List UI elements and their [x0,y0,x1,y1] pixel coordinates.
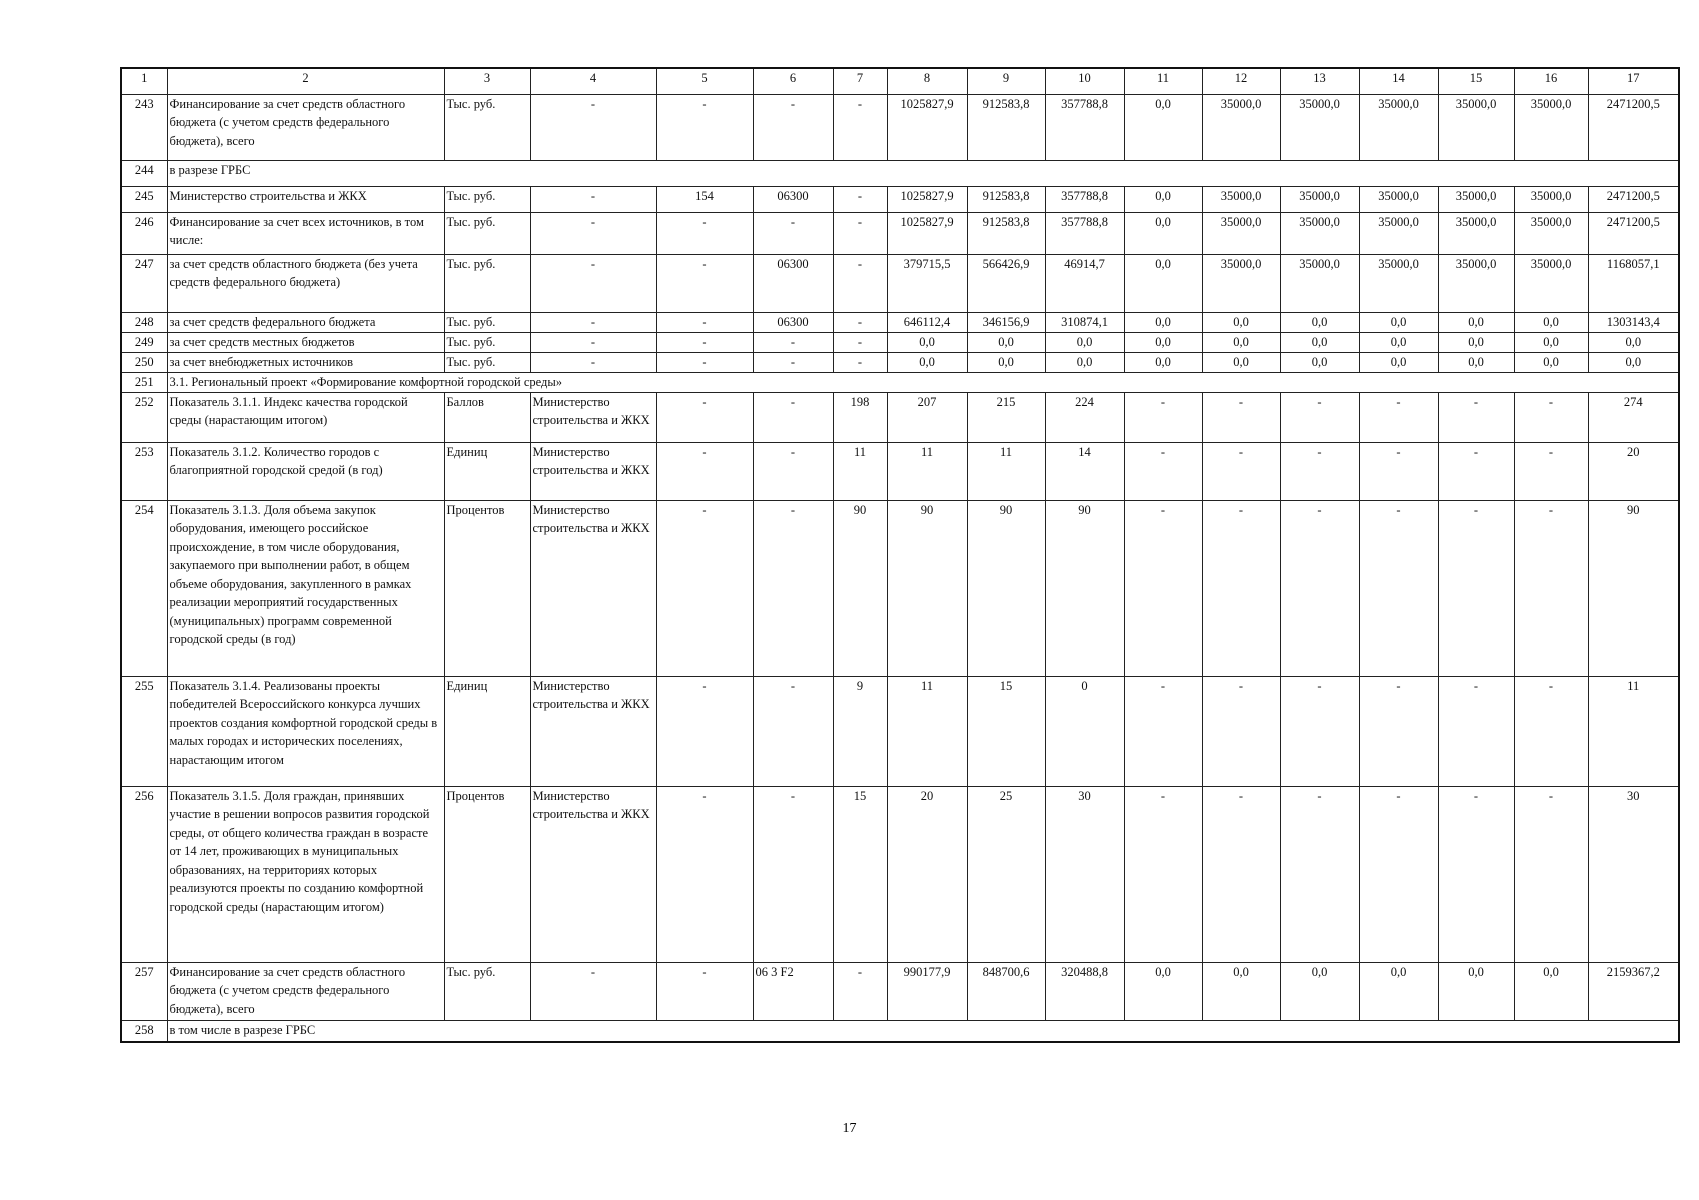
row-number-cell: 251 [121,372,167,392]
row-number-cell: 254 [121,500,167,676]
value-cell: Тыс. руб. [444,962,530,1020]
value-cell: 0,0 [1124,94,1202,160]
value-cell: 0,0 [1124,254,1202,312]
value-cell: - [1280,392,1359,442]
value-cell: 2471200,5 [1588,94,1679,160]
value-cell: - [833,254,887,312]
value-cell: 848700,6 [967,962,1045,1020]
value-cell: Тыс. руб. [444,186,530,212]
value-cell: 0,0 [1124,352,1202,372]
row-name-cell: Показатель 3.1.4. Реализованы проекты победителей Всероссийского конкурса лучших проектов создания комфортной городской среды в малых городах и исторических поселениях, нарастающим итогом [167,676,444,786]
value-cell: 90 [887,500,967,676]
column-header: 10 [1045,68,1124,94]
row-name-cell: в разрезе ГРБС [167,160,1679,186]
value-cell: 35000,0 [1202,212,1280,254]
value-cell: - [1359,442,1438,500]
value-cell: - [753,786,833,962]
value-cell: 0,0 [1359,312,1438,332]
value-cell: 35000,0 [1280,186,1359,212]
value-cell: - [1438,500,1514,676]
value-cell: 15 [967,676,1045,786]
value-cell: 20 [887,786,967,962]
value-cell: 357788,8 [1045,212,1124,254]
value-cell: 0,0 [1202,962,1280,1020]
row-number-cell: 246 [121,212,167,254]
value-cell: 1168057,1 [1588,254,1679,312]
value-cell: 0,0 [1438,312,1514,332]
table-row [121,312,1679,332]
value-cell: - [1438,442,1514,500]
value-cell: - [1514,786,1588,962]
row-name-cell: за счет средств областного бюджета (без учета средств федерального бюджета) [167,254,444,312]
value-cell: 0,0 [1124,312,1202,332]
value-cell: - [833,312,887,332]
value-cell: 198 [833,392,887,442]
row-name-cell: Финансирование за счет средств областного бюджета (с учетом средств федерального бюджета), всего [167,962,444,1020]
value-cell: 35000,0 [1359,254,1438,312]
value-cell: 25 [967,786,1045,962]
row-number-cell: 258 [121,1020,167,1042]
row-name-cell: за счет средств местных бюджетов [167,332,444,352]
row-name-cell: Финансирование за счет всех источников, в том числе: [167,212,444,254]
row-number-cell: 257 [121,962,167,1020]
value-cell: 11 [887,676,967,786]
value-cell: 0,0 [1588,352,1679,372]
value-cell: - [1359,786,1438,962]
value-cell: 35000,0 [1280,254,1359,312]
value-cell: 35000,0 [1514,254,1588,312]
value-cell: - [656,352,753,372]
document-page [120,67,1658,1043]
value-cell: - [530,332,656,352]
value-cell: 90 [1045,500,1124,676]
value-cell: - [1124,676,1202,786]
value-cell: 35000,0 [1280,212,1359,254]
value-cell: 35000,0 [1438,94,1514,160]
value-cell: 11 [833,442,887,500]
value-cell: - [530,186,656,212]
page-number: 17 [842,1121,857,1136]
value-cell: 0,0 [1514,962,1588,1020]
value-cell: - [530,254,656,312]
value-cell: - [1359,500,1438,676]
value-cell: Единиц [444,676,530,786]
value-cell: 1303143,4 [1588,312,1679,332]
row-name-cell: в том числе в разрезе ГРБС [167,1020,1679,1042]
value-cell: 35000,0 [1514,186,1588,212]
table-row [121,392,1679,442]
value-cell: 9 [833,676,887,786]
column-header: 5 [656,68,753,94]
value-cell: Тыс. руб. [444,332,530,352]
value-cell: - [1280,786,1359,962]
value-cell: - [1438,392,1514,442]
value-cell: 35000,0 [1202,186,1280,212]
value-cell: - [1359,392,1438,442]
value-cell: Процентов [444,786,530,962]
value-cell: - [1280,500,1359,676]
value-cell: - [530,962,656,1020]
row-number-cell: 248 [121,312,167,332]
column-header: 11 [1124,68,1202,94]
value-cell: - [1514,392,1588,442]
value-cell: - [530,352,656,372]
column-header: 15 [1438,68,1514,94]
column-header: 7 [833,68,887,94]
value-cell: 346156,9 [967,312,1045,332]
value-cell: Тыс. руб. [444,94,530,160]
table-row [121,254,1679,312]
column-header: 14 [1359,68,1438,94]
value-cell: 0,0 [1124,962,1202,1020]
value-cell: 0,0 [1045,352,1124,372]
value-cell: 14 [1045,442,1124,500]
value-cell: - [1438,676,1514,786]
value-cell: 11 [887,442,967,500]
value-cell: - [753,212,833,254]
value-cell: 912583,8 [967,94,1045,160]
value-cell: 0 [1045,676,1124,786]
value-cell: 379715,5 [887,254,967,312]
value-cell: 35000,0 [1438,186,1514,212]
value-cell: - [753,392,833,442]
value-cell: 357788,8 [1045,186,1124,212]
value-cell: Баллов [444,392,530,442]
value-cell: - [1124,442,1202,500]
table-row [121,962,1679,1020]
value-cell: - [1202,392,1280,442]
value-cell: 310874,1 [1045,312,1124,332]
value-cell: 0,0 [1280,312,1359,332]
value-cell: 35000,0 [1202,254,1280,312]
value-cell: 0,0 [1359,352,1438,372]
value-cell: 215 [967,392,1045,442]
value-cell: - [1438,786,1514,962]
value-cell: 06 3 F2 [753,962,833,1020]
value-cell: 912583,8 [967,212,1045,254]
value-cell: 0,0 [1514,352,1588,372]
value-cell: 0,0 [1514,312,1588,332]
column-header: 13 [1280,68,1359,94]
value-cell: 30 [1045,786,1124,962]
header-row [121,68,1679,94]
value-cell: Тыс. руб. [444,212,530,254]
value-cell: Министерство строительства и ЖКХ [530,442,656,500]
row-number-cell: 256 [121,786,167,962]
value-cell: 0,0 [967,332,1045,352]
value-cell: - [656,94,753,160]
value-cell: 0,0 [1359,332,1438,352]
value-cell: - [753,500,833,676]
value-cell: 15 [833,786,887,962]
value-cell: 90 [967,500,1045,676]
value-cell: Процентов [444,500,530,676]
row-number-cell: 245 [121,186,167,212]
column-header: 9 [967,68,1045,94]
table-row [121,786,1679,962]
value-cell: - [753,332,833,352]
value-cell: - [656,962,753,1020]
row-number-cell: 255 [121,676,167,786]
value-cell: 0,0 [1588,332,1679,352]
value-cell: - [753,352,833,372]
value-cell: 35000,0 [1438,212,1514,254]
table-row [121,212,1679,254]
column-header: 4 [530,68,656,94]
value-cell: 320488,8 [1045,962,1124,1020]
value-cell: 11 [1588,676,1679,786]
value-cell: Единиц [444,442,530,500]
row-name-cell: за счет внебюджетных источников [167,352,444,372]
table-row [121,186,1679,212]
column-header: 1 [121,68,167,94]
value-cell: 35000,0 [1359,186,1438,212]
value-cell: - [1514,676,1588,786]
value-cell: 2471200,5 [1588,212,1679,254]
row-name-cell: Показатель 3.1.1. Индекс качества городской среды (нарастающим итогом) [167,392,444,442]
value-cell: - [1124,500,1202,676]
value-cell: 0,0 [1280,962,1359,1020]
value-cell: 0,0 [1202,312,1280,332]
column-header: 3 [444,68,530,94]
column-header: 2 [167,68,444,94]
value-cell: 0,0 [1359,962,1438,1020]
column-header: 17 [1588,68,1679,94]
row-number-cell: 243 [121,94,167,160]
table-row [121,160,1679,186]
value-cell: - [1514,442,1588,500]
value-cell: Тыс. руб. [444,312,530,332]
value-cell: 357788,8 [1045,94,1124,160]
value-cell: 35000,0 [1514,94,1588,160]
value-cell: - [753,676,833,786]
value-cell: - [833,212,887,254]
value-cell: 0,0 [1045,332,1124,352]
value-cell: 06300 [753,186,833,212]
table-row [121,332,1679,352]
row-name-cell: Финансирование за счет средств областного бюджета (с учетом средств федерального бюджета), всего [167,94,444,160]
value-cell: Тыс. руб. [444,352,530,372]
value-cell: 154 [656,186,753,212]
value-cell: - [656,212,753,254]
value-cell: - [753,442,833,500]
value-cell: - [656,786,753,962]
column-header: 16 [1514,68,1588,94]
column-header: 8 [887,68,967,94]
value-cell: - [833,94,887,160]
row-number-cell: 249 [121,332,167,352]
column-header: 6 [753,68,833,94]
value-cell: 90 [1588,500,1679,676]
value-cell: - [833,332,887,352]
value-cell: 1025827,9 [887,94,967,160]
value-cell: - [1280,676,1359,786]
table-row [121,372,1679,392]
value-cell: 06300 [753,312,833,332]
row-number-cell: 250 [121,352,167,372]
row-name-cell: Показатель 3.1.2. Количество городов с благоприятной городской средой (в год) [167,442,444,500]
data-table [120,67,1680,1043]
value-cell: 06300 [753,254,833,312]
value-cell: 1025827,9 [887,212,967,254]
value-cell: 0,0 [1124,212,1202,254]
value-cell: 0,0 [1124,186,1202,212]
value-cell: - [656,676,753,786]
table-row [121,442,1679,500]
value-cell: 0,0 [887,352,967,372]
value-cell: 1025827,9 [887,186,967,212]
value-cell: Министерство строительства и ЖКХ [530,392,656,442]
value-cell: 0,0 [1202,352,1280,372]
row-name-cell: Министерство строительства и ЖКХ [167,186,444,212]
row-number-cell: 244 [121,160,167,186]
value-cell: - [530,312,656,332]
value-cell: 35000,0 [1438,254,1514,312]
value-cell: 35000,0 [1202,94,1280,160]
row-number-cell: 247 [121,254,167,312]
value-cell: 0,0 [1280,352,1359,372]
table-row [121,500,1679,676]
value-cell: - [530,94,656,160]
value-cell: - [656,442,753,500]
value-cell: - [1124,392,1202,442]
table-row [121,1020,1679,1042]
value-cell: - [1280,442,1359,500]
value-cell: 207 [887,392,967,442]
value-cell: - [1514,500,1588,676]
row-number-cell: 252 [121,392,167,442]
value-cell: 35000,0 [1359,94,1438,160]
value-cell: 646112,4 [887,312,967,332]
row-number-cell: 253 [121,442,167,500]
value-cell: Министерство строительства и ЖКХ [530,786,656,962]
value-cell: 0,0 [1202,332,1280,352]
row-name-cell: Показатель 3.1.3. Доля объема закупок оборудования, имеющего российское происхождение, в том числе оборудования, закупаемого при выполнении работ, в общем объеме оборудования, закупленного в рамках реализации мероприятий государственных (муниципальных) программ современной городской среды (в год) [167,500,444,676]
value-cell: 30 [1588,786,1679,962]
value-cell: 11 [967,442,1045,500]
value-cell: - [656,392,753,442]
value-cell: Министерство строительства и ЖКХ [530,676,656,786]
value-cell: - [1202,786,1280,962]
value-cell: 0,0 [1514,332,1588,352]
value-cell: - [833,962,887,1020]
value-cell: 35000,0 [1514,212,1588,254]
value-cell: - [1202,500,1280,676]
value-cell: 274 [1588,392,1679,442]
value-cell: 35000,0 [1359,212,1438,254]
value-cell: 46914,7 [1045,254,1124,312]
value-cell: 0,0 [967,352,1045,372]
value-cell: - [753,94,833,160]
value-cell: 0,0 [1124,332,1202,352]
value-cell: - [1359,676,1438,786]
table-row [121,94,1679,160]
table-row [121,676,1679,786]
row-name-cell: 3.1. Региональный проект «Формирование комфортной городской среды» [167,372,1679,392]
value-cell: 2159367,2 [1588,962,1679,1020]
value-cell: 35000,0 [1280,94,1359,160]
value-cell: - [656,254,753,312]
row-name-cell: за счет средств федерального бюджета [167,312,444,332]
value-cell: - [833,352,887,372]
value-cell: 0,0 [1438,352,1514,372]
value-cell: - [530,212,656,254]
column-header: 12 [1202,68,1280,94]
value-cell: 90 [833,500,887,676]
value-cell: - [833,186,887,212]
value-cell: - [656,312,753,332]
value-cell: - [656,332,753,352]
value-cell: - [656,500,753,676]
value-cell: 2471200,5 [1588,186,1679,212]
value-cell: 0,0 [1280,332,1359,352]
value-cell: - [1202,676,1280,786]
value-cell: 0,0 [1438,962,1514,1020]
value-cell: 990177,9 [887,962,967,1020]
value-cell: 224 [1045,392,1124,442]
value-cell: 0,0 [887,332,967,352]
value-cell: 566426,9 [967,254,1045,312]
value-cell: Министерство строительства и ЖКХ [530,500,656,676]
value-cell: 20 [1588,442,1679,500]
row-name-cell: Показатель 3.1.5. Доля граждан, принявших участие в решении вопросов развития городской среды, от общего количества граждан в возрасте от 14 лет, проживающих в муниципальных образованиях, на территориях которых реализуются проекты по созданию комфортной городской среды (нарастающим итогом) [167,786,444,962]
value-cell: - [1124,786,1202,962]
value-cell: 912583,8 [967,186,1045,212]
value-cell: 0,0 [1438,332,1514,352]
value-cell: Тыс. руб. [444,254,530,312]
value-cell: - [1202,442,1280,500]
table-row [121,352,1679,372]
